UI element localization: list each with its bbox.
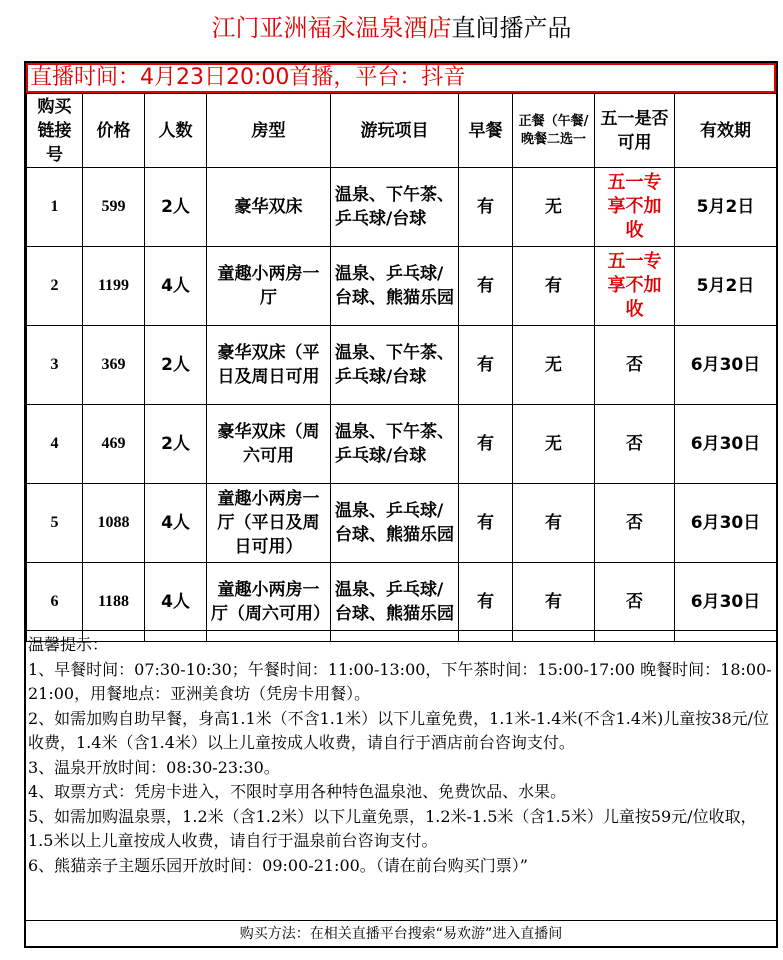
- live-broadcast-info: 直播时间：4月23日20:00首播，平台：抖音: [26, 63, 776, 93]
- people-cell: 4人: [145, 484, 207, 563]
- activities-cell: 温泉、乒乓球/台球、熊猫乐园: [331, 247, 459, 326]
- room-type-cell: 豪华双床（周六可用: [207, 405, 331, 484]
- link-number-cell: 2: [27, 247, 83, 326]
- notes-heading: 温馨提示：: [28, 635, 109, 654]
- price-cell: 1199: [83, 247, 145, 326]
- table-row: [27, 168, 777, 247]
- product-table: [26, 93, 777, 642]
- activities-cell: 温泉、下午茶、乒乓球/台球: [331, 405, 459, 484]
- note-item: 6、熊猫亲子主题乐园开放时间：09:00-21:00。（请在前台购买门票）”: [28, 855, 528, 875]
- people-cell: 4人: [145, 247, 207, 326]
- column-header: 游玩项目: [331, 94, 459, 168]
- breakfast-cell: 有: [459, 168, 513, 247]
- link-number-cell: 3: [27, 326, 83, 405]
- people-cell: 2人: [145, 405, 207, 484]
- meal-cell: 有: [513, 247, 595, 326]
- may-day-cell: 否: [595, 405, 675, 484]
- hotel-name: 江门亚洲福永温泉酒店: [211, 14, 452, 42]
- price-cell: 599: [83, 168, 145, 247]
- link-number-cell: 5: [27, 484, 83, 563]
- activities-cell: 温泉、下午茶、乒乓球/台球: [331, 168, 459, 247]
- table-row: [27, 405, 777, 484]
- meal-cell: 无: [513, 168, 595, 247]
- note-item: 2、如需加购自助早餐，身高1.1米（不含1.1米）以下儿童免费，1.1米-1.4米(不含1.4米)儿童按38元/位收费，1.4米（含1.4米）以上儿童按成人收费，请自行于酒店前台咨询支付。: [28, 708, 770, 752]
- validity-cell: 6月30日: [675, 484, 777, 563]
- activities-cell: 温泉、乒乓球/台球、熊猫乐园: [331, 563, 459, 642]
- note-item: 5、如需加购温泉票，1.2米（含1.2米）以下儿童免票，1.2米-1.5米（含1.5米）儿童按59元/位收取，1.5米以上儿童按成人收费，请自行于温泉前台咨询支付。: [28, 806, 757, 850]
- activities-cell: 温泉、下午茶、乒乓球/台球: [331, 326, 459, 405]
- people-cell: 2人: [145, 326, 207, 405]
- note-item: 1、早餐时间：07:30-10:30；午餐时间：11:00-13:00，下午茶时间：15:00-17:00 晚餐时间：18:00-21:00，用餐地点：亚洲美食坊（凭房卡用餐）。: [28, 659, 772, 703]
- title-suffix: 直间播产品: [451, 14, 572, 42]
- product-sheet: [24, 61, 778, 948]
- room-type-cell: 童趣小两房一厅（周六可用）: [207, 563, 331, 642]
- price-cell: 469: [83, 405, 145, 484]
- link-number-cell: 6: [27, 563, 83, 642]
- room-type-cell: 豪华双床（平日及周日可用: [207, 326, 331, 405]
- validity-cell: 5月2日: [675, 247, 777, 326]
- table-header-row: [27, 94, 777, 168]
- activities-cell: 温泉、乒乓球/台球、熊猫乐园: [331, 484, 459, 563]
- validity-cell: 6月30日: [675, 326, 777, 405]
- people-cell: 2人: [145, 168, 207, 247]
- breakfast-cell: 有: [459, 326, 513, 405]
- meal-cell: 有: [513, 484, 595, 563]
- room-type-cell: 豪华双床: [207, 168, 331, 247]
- may-day-cell: 否: [595, 563, 675, 642]
- room-type-cell: 童趣小两房一厅（平日及周日可用）: [207, 484, 331, 563]
- note-item: 3、温泉开放时间：08:30-23:30。: [28, 757, 280, 777]
- column-header: 价格: [83, 94, 145, 168]
- column-header: 早餐: [459, 94, 513, 168]
- price-cell: 369: [83, 326, 145, 405]
- meal-cell: 无: [513, 405, 595, 484]
- page-title: [0, 10, 783, 46]
- column-header: 有效期: [675, 94, 777, 168]
- column-header: 正餐（午餐/晚餐二选一: [513, 94, 595, 168]
- may-day-cell: 五一专享不加收: [595, 247, 675, 326]
- breakfast-cell: 有: [459, 484, 513, 563]
- price-cell: 1188: [83, 563, 145, 642]
- price-cell: 1088: [83, 484, 145, 563]
- breakfast-cell: 有: [459, 247, 513, 326]
- validity-cell: 6月30日: [675, 563, 777, 642]
- breakfast-cell: 有: [459, 405, 513, 484]
- may-day-cell: 否: [595, 326, 675, 405]
- notes-section: [26, 630, 776, 920]
- note-item: 4、取票方式：凭房卡进入，不限时享用各种特色温泉池、免费饮品、水果。: [28, 782, 567, 801]
- table-row: [27, 247, 777, 326]
- people-cell: 4人: [145, 563, 207, 642]
- meal-cell: 无: [513, 326, 595, 405]
- may-day-cell: 否: [595, 484, 675, 563]
- link-number-cell: 4: [27, 405, 83, 484]
- breakfast-cell: 有: [459, 563, 513, 642]
- column-header: 购买链接号: [27, 94, 83, 168]
- validity-cell: 5月2日: [675, 168, 777, 247]
- column-header: 房型: [207, 94, 331, 168]
- link-number-cell: 1: [27, 168, 83, 247]
- meal-cell: 有: [513, 563, 595, 642]
- purchase-method: 购买方法：在相关直播平台搜索“易欢游”进入直播间: [26, 920, 776, 946]
- column-header: 五一是否可用: [595, 94, 675, 168]
- column-header: 人数: [145, 94, 207, 168]
- room-type-cell: 童趣小两房一厅: [207, 247, 331, 326]
- table-row: [27, 326, 777, 405]
- may-day-cell: 五一专享不加收: [595, 168, 675, 247]
- table-row: [27, 484, 777, 563]
- validity-cell: 6月30日: [675, 405, 777, 484]
